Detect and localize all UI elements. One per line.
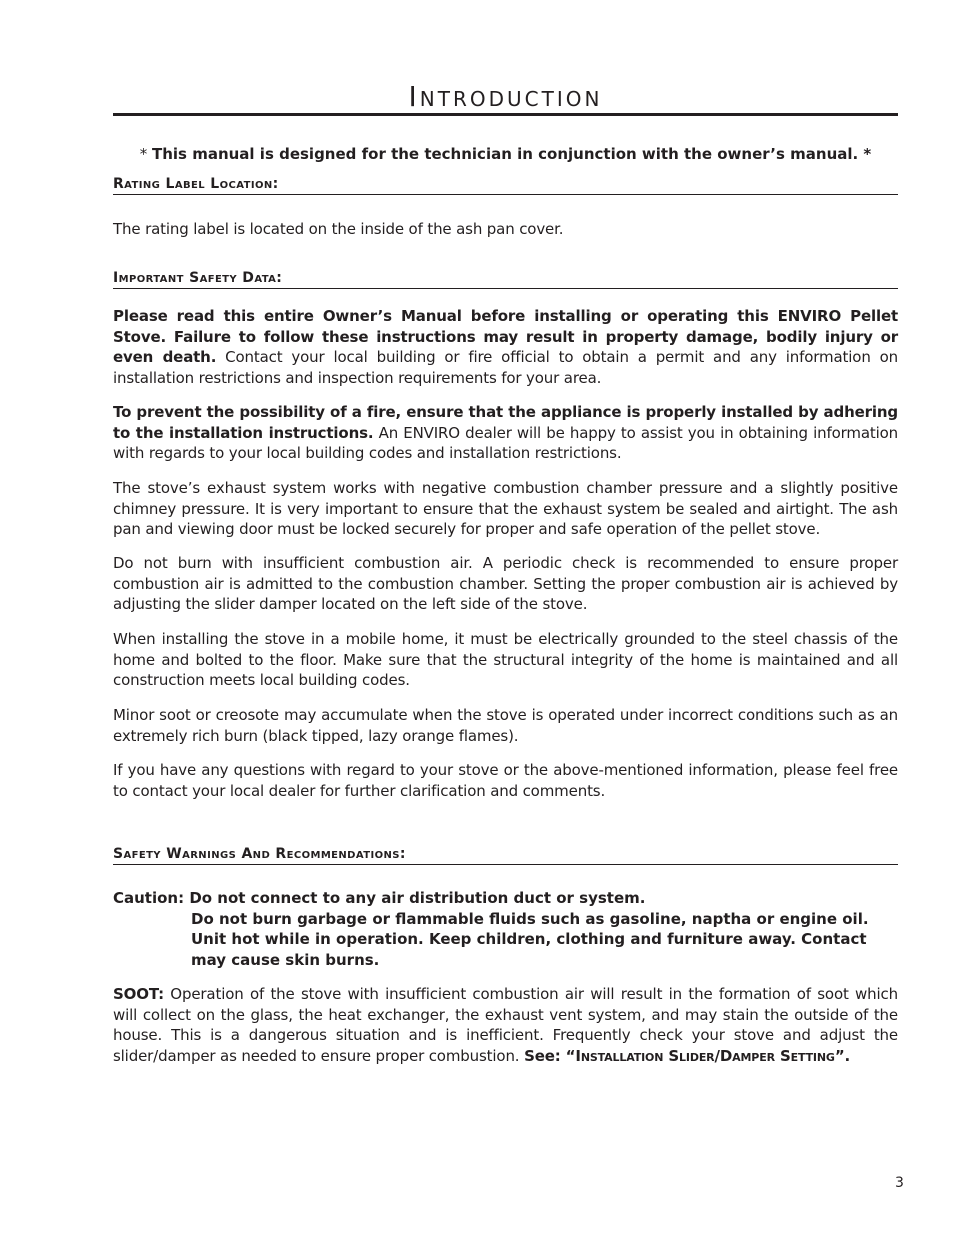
safety-p2-text: An ENVIRO dealer will be happy to assist you in obtaining information with regards to your local building codes and installation restrictions.	[113, 423, 898, 463]
title-rule	[113, 113, 898, 116]
caution-line-2: Do not burn garbage or flammable fluids such as gasoline, naptha or engine oil.	[191, 909, 869, 928]
soot-label: SOOT:	[113, 985, 164, 1003]
safety-paragraph-5: When installing the stove in a mobile home, it must be electrically grounded to the steel chassis of the home and bolted to the floor. Make sure that the structural integrity of the home is maintained and all construction meets local building codes.	[113, 630, 898, 690]
safety-paragraph-7: If you have any questions with regard to your stove or the above-mentioned information, please feel free to contact your local dealer for further clarification and comments.	[113, 761, 898, 800]
note-prefix: *	[139, 145, 152, 163]
page-title: Introduction	[408, 80, 603, 113]
safety-p1-text: Contact your local building or fire official to obtain a permit and any information on installation restrictions and inspection requirements for your area.	[113, 348, 898, 387]
soot-paragraph	[113, 984, 898, 1066]
rating-label-heading: Rating Label Location:	[113, 175, 898, 195]
page-number: 3	[895, 1175, 904, 1191]
caution-block	[113, 888, 898, 970]
safety-paragraph-2	[113, 402, 898, 464]
rating-label-text: The rating label is located on the inside of the ash pan cover.	[113, 220, 564, 238]
safety-paragraph-1	[113, 306, 898, 388]
safety-warnings-heading: Safety Warnings And Recommendations:	[113, 845, 898, 865]
safety-paragraph-6: Minor soot or creosote may accumulate when the stove is operated under incorrect conditions such as an extremely rich burn (black tipped, lazy orange flames).	[113, 706, 898, 745]
soot-text: Operation of the stove with insufficient combustion air will result in the formation of soot which will collect on the glass, the heat exchanger, the exhaust vent system, and may stain the outside of the house. This is a dangerous situation and is inefficient. Frequently check your stove and adjust the slider/damper as needed to ensure proper combustion.	[113, 985, 898, 1065]
see-reference: Installation Slider/Damper Setting	[575, 1046, 835, 1065]
safety-paragraph-4: Do not burn with insufficient combustion air. A periodic check is recommended to ensure proper combustion air is admitted to the combustion chamber. Setting the proper combustion air is achieved by adjusting the slider damper located on the left side of the stove.	[113, 554, 898, 614]
safety-p2-bold: To prevent the possibility of a fire, ensure that the appliance is properly installed by adhering to the installation instructions.	[113, 403, 898, 442]
technician-note	[113, 144, 898, 164]
note-bold: This manual is designed for the technician in conjunction with the owner’s manual. *	[152, 145, 872, 163]
caution-line-3: Unit hot while in operation. Keep children, clothing and furniture away. Contact may cause skin burns.	[191, 930, 867, 969]
see-end: ”.	[834, 1046, 851, 1065]
safety-p1-bold: Please read this entire Owner’s Manual before installing or operating this ENVIRO Pellet Stove. Failure to follow these instructions may result in property damage, bodily injury or even death.	[113, 307, 898, 367]
safety-data-heading: Important Safety Data:	[113, 269, 898, 289]
see-label: See: “	[524, 1046, 576, 1065]
safety-paragraph-3: The stove’s exhaust system works with negative combustion chamber pressure and a slightly positive chimney pressure. It is very important to ensure that the exhaust system be sealed and airtight. The ash pan and viewing door must be locked securely for proper and safe operation of the pellet stove.	[113, 479, 898, 539]
caution-line-1: Caution: Do not connect to any air distribution duct or system.	[113, 889, 646, 907]
